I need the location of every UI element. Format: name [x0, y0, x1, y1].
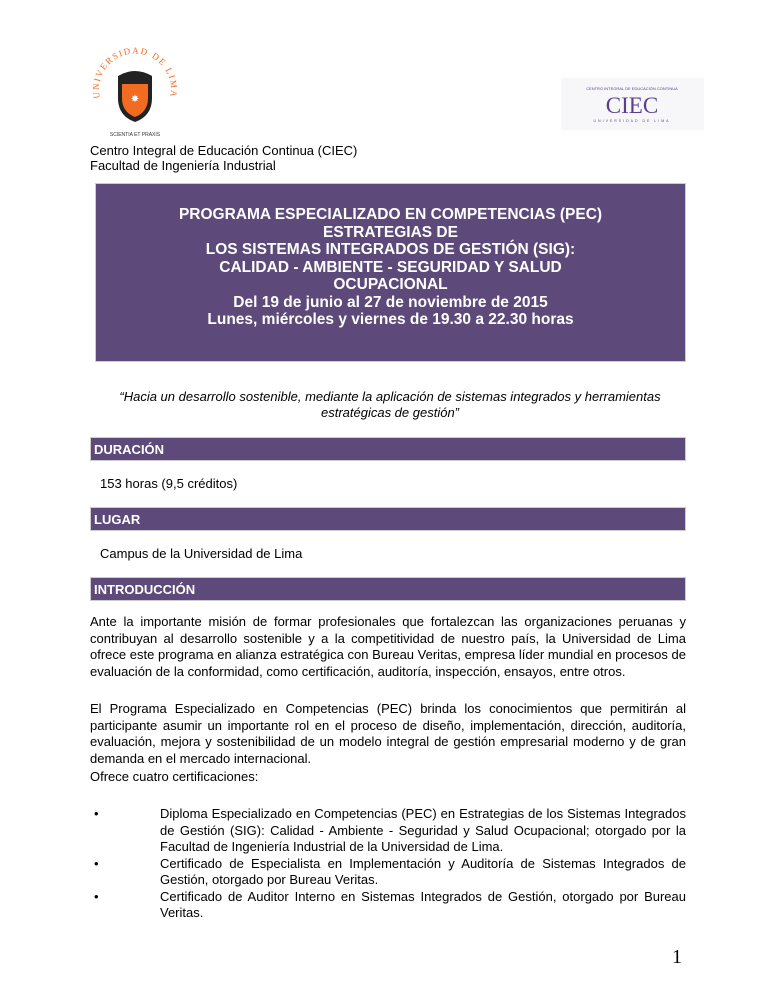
- section-header-introduccion: INTRODUCCIÓN: [90, 577, 686, 601]
- list-item: • Certificado de Auditor Interno en Sistemas Integrados de Gestión, otorgado por Bureau Veritas.: [94, 888, 686, 920]
- svg-text:UNIVERSIDAD DE LIMA: UNIVERSIDAD DE LIMA: [90, 45, 180, 100]
- section-header-duracion: DURACIÓN: [90, 437, 686, 461]
- universidad-de-lima-logo: [88, 36, 182, 144]
- banner-line: ESTRATEGIAS DE: [323, 223, 458, 241]
- duracion-text: 153 horas (9,5 créditos): [100, 476, 238, 491]
- intro-paragraph-1: Ante la importante misión de formar profesionales que fortalezcan las organizaciones peruanas y contribuyan al desarrollo sostenible y a la competitividad de nuestro país, la Universidad de Lima ofrece este programa en alianza estratégica con Bureau Veritas, empresa líder mundial en procesos de evaluación de la conformidad, como certificación, auditoría, inspección, ensayos, entre otros.: [90, 614, 686, 679]
- lugar-text: Campus de la Universidad de Lima: [100, 546, 303, 561]
- banner-line: PROGRAMA ESPECIALIZADO EN COMPETENCIAS (PEC): [178, 206, 603, 223]
- page-number: 1: [672, 946, 682, 968]
- banner-schedule: Lunes, miércoles y viernes de 19.30 a 22.30 horas: [207, 311, 574, 328]
- banner-line: CALIDAD - AMBIENTE - SEGURIDAD Y SALUD: [219, 258, 562, 276]
- svg-text:✸: ✸: [130, 94, 140, 105]
- certifications-list: [90, 806, 686, 922]
- banner-line: LOS SISTEMAS INTEGRADOS DE GESTIÓN (SIG):: [205, 241, 576, 258]
- svg-text:SCIENTIA ET PRAXIS: SCIENTIA ET PRAXIS: [109, 132, 161, 138]
- program-title-banner: [95, 183, 686, 362]
- list-item: • Diploma Especializado en Competencias (PEC) en Estrategias de los Sistemas Integrados de Gestión (SIG): Calidad - Ambiente - Seguridad y Salud Ocupacional; otorgado por la Facultad de Ingeniería Industrial de la Universidad de Lima.: [94, 806, 686, 854]
- banner-line: OCUPACIONAL: [333, 276, 448, 293]
- svg-text:CIEC: CIEC: [605, 93, 659, 118]
- org-line-2: Facultad de Ingeniería Industrial: [90, 158, 276, 173]
- section-header-lugar: LUGAR: [90, 507, 686, 531]
- ciec-logo: [561, 78, 704, 130]
- org-line-1: Centro Integral de Educación Continua (CIEC): [90, 143, 358, 158]
- intro-paragraph-2: El Programa Especializado en Competencias (PEC) brinda los conocimientos que permitirán al participante asumir un importante rol en el proceso de diseño, implementación, dirección, auditoría, evaluación, mejora y sostenibilidad de un modelo integral de gestión empresarial moderno y de gran demanda en el mercado internacional.: [90, 701, 686, 766]
- intro-paragraph-3: Ofrece cuatro certificaciones:: [90, 769, 259, 784]
- svg-text:CENTRO INTEGRAL DE EDUCACIÓN C: CENTRO INTEGRAL DE EDUCACIÓN CONTINUA: [586, 86, 678, 91]
- list-item: • Certificado de Especialista en Implementación y Auditoría de Sistemas Integrados de Gestión, otorgado por Bureau Veritas.: [94, 855, 686, 887]
- svg-text:UNIVERSIDAD DE LIMA: UNIVERSIDAD DE LIMA: [593, 119, 671, 123]
- program-quote: “Hacia un desarrollo sostenible, mediante la aplicación de sistemas integrados y herramientas estratégicas de gestión”: [119, 389, 661, 420]
- banner-dates: Del 19 de junio al 27 de noviembre de 2015: [233, 293, 548, 311]
- organization-info: [90, 143, 357, 173]
